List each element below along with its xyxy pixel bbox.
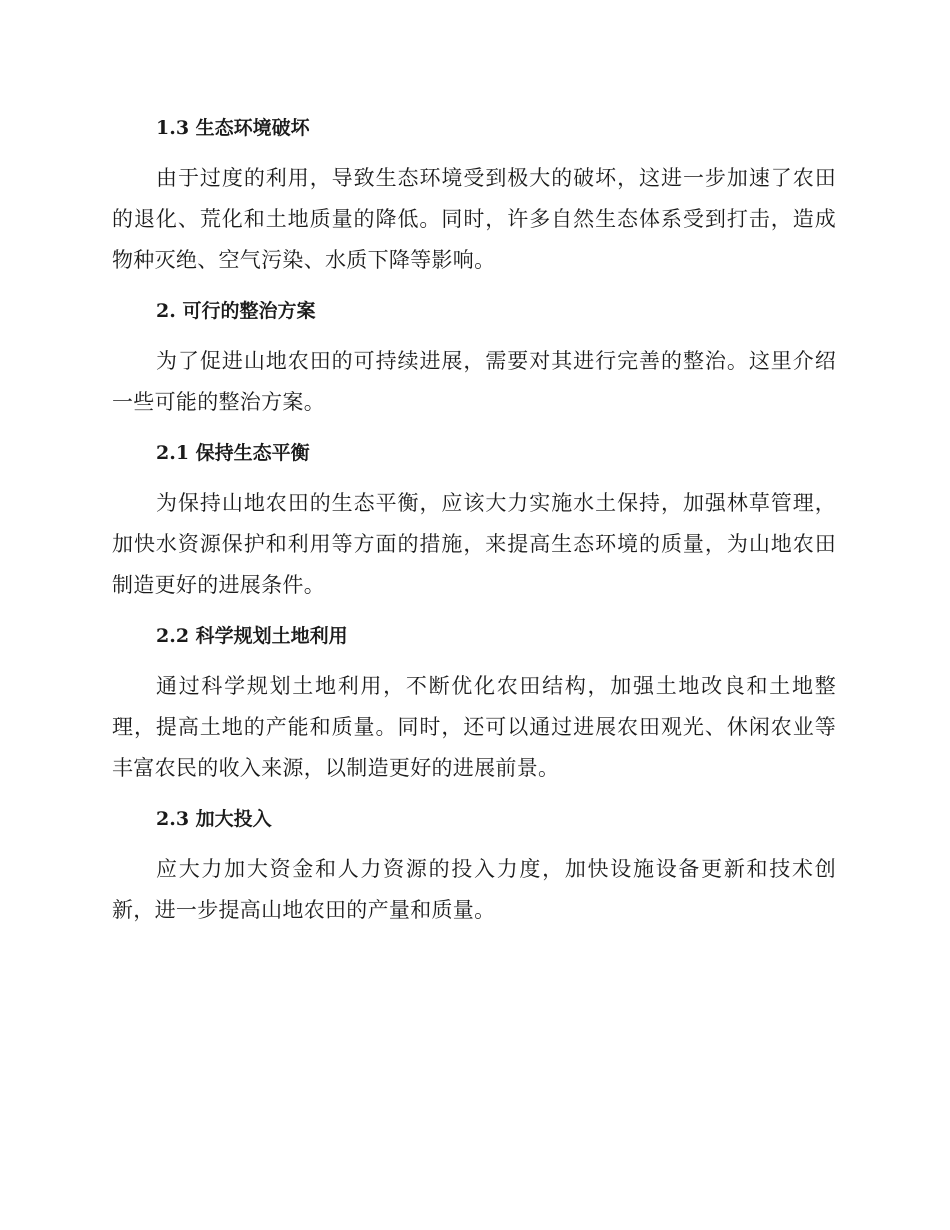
section-heading-1-3: 1.3 生态环境破坏 xyxy=(156,117,310,139)
section-paragraph-2: 为了促进山地农田的可持续进展，需要对其进行完善的整治。这里介绍一些可能的整治方案。 xyxy=(112,349,836,414)
section-paragraph-2-1: 为保持山地农田的生态平衡，应该大力实施水土保持，加强林草管理，加快水资源保护和利用等方面的措施，来提高生态环境的质量，为山地农田制造更好的进展条件。 xyxy=(112,491,836,597)
section-heading-2-1: 2.1 保持生态平衡 xyxy=(156,442,310,464)
section-heading-2: 2. 可行的整治方案 xyxy=(156,300,316,322)
section-heading-2-2: 2.2 科学规划土地利用 xyxy=(156,625,348,647)
section-paragraph-2-3: 应大力加大资金和人力资源的投入力度，加快设施设备更新和技术创新，进一步提高山地农田的产量和质量。 xyxy=(112,857,836,922)
document-body xyxy=(112,108,836,931)
section-heading-2-3: 2.3 加大投入 xyxy=(156,808,272,830)
section-paragraph-2-2: 通过科学规划土地利用，不断优化农田结构，加强土地改良和土地整理，提高土地的产能和质量。同时，还可以通过进展农田观光、休闲农业等丰富农民的收入来源，以制造更好的进展前景。 xyxy=(112,674,836,780)
section-paragraph-1-3: 由于过度的利用，导致生态环境受到极大的破坏，这进一步加速了农田的退化、荒化和土地质量的降低。同时，许多自然生态体系受到打击，造成物种灭绝、空气污染、水质下降等影响。 xyxy=(112,166,836,272)
